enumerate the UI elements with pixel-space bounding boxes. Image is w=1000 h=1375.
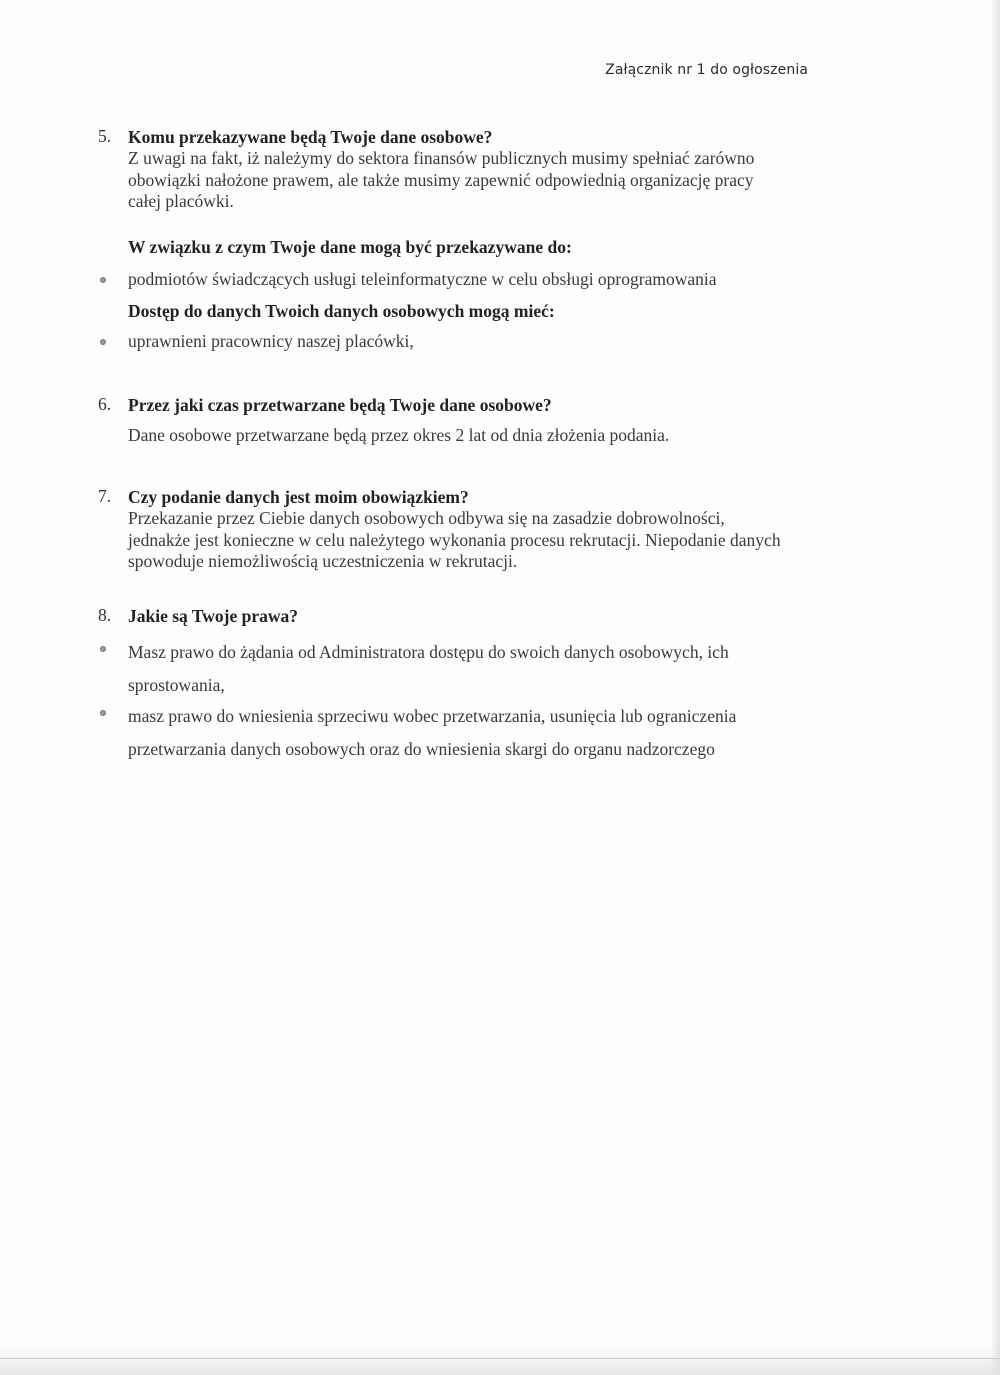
section-text: [128, 508, 848, 573]
bullet-icon: [100, 710, 106, 716]
bullet-icon: [100, 339, 106, 345]
section-number: 8.: [98, 605, 112, 625]
section-6: [98, 394, 858, 454]
section-7: [98, 486, 858, 576]
text-line: masz prawo do wniesienia sprzeciwu wobec przetwarzania, usunięcia lub ograniczenia: [128, 706, 737, 726]
section-title: Komu przekazywane będą Twoje dane osobowe?: [128, 127, 493, 147]
scan-line: [0, 1358, 1000, 1359]
section-5-subheading-2: [98, 300, 858, 324]
text-line: Przekazanie przez Ciebie danych osobowych odbywa się na zasadzie dobrowolności,: [128, 508, 725, 528]
list-item: [98, 700, 858, 766]
section-5-subheading-1: [98, 236, 858, 260]
scan-edge: [0, 1347, 1000, 1375]
text-line: całej placówki.: [128, 191, 234, 211]
section-text: [128, 148, 843, 213]
list-item-text: [128, 636, 828, 702]
text-line: obowiązki nałożone prawem, ale także musimy zapewnić odpowiednią organizację pracy: [128, 169, 754, 190]
annex-label: Załącznik nr 1 do ogłoszenia: [605, 62, 808, 78]
text-line: Masz prawo do żądania od Administratora dostępu do swoich danych osobowych, ich: [128, 642, 729, 662]
list-item-text: uprawnieni pracownicy naszej placówki,: [128, 331, 414, 351]
scan-edge: [990, 0, 1000, 1375]
section-number: 5.: [98, 126, 112, 146]
section-title: Przez jaki czas przetwarzane będą Twoje dane osobowe?: [128, 395, 552, 415]
section-title: Jakie są Twoje prawa?: [128, 606, 298, 626]
list-item: [98, 269, 858, 293]
text-line: jednakże jest konieczne w celu należytego wykonania procesu rekrutacji. Niepodanie danych: [128, 529, 781, 550]
subheading: Dostęp do danych Twoich danych osobowych mogą mieć:: [128, 301, 555, 321]
subheading: W związku z czym Twoje dane mogą być przekazywane do:: [128, 237, 572, 257]
list-item: [98, 636, 858, 702]
text-line: przetwarzania danych osobowych oraz do wniesienia skargi do organu nadzorczego: [128, 739, 715, 759]
text-line: Z uwagi na fakt, iż należymy do sektora finansów publicznych musimy spełniać zarówno: [128, 148, 755, 168]
section-5: [98, 126, 858, 216]
section-8: [98, 605, 858, 629]
list-item: [98, 331, 858, 355]
section-text: Dane osobowe przetwarzane będą przez okres 2 lat od dnia złożenia podania.: [128, 425, 670, 445]
bullet-icon: [100, 646, 106, 652]
bullet-icon: [100, 277, 106, 283]
section-number: 7.: [98, 486, 112, 506]
text-line: spowoduje niemożliwością uczestniczenia w rekrutacji.: [128, 551, 518, 571]
list-item-text: podmiotów świadczących usługi teleinformatyczne w celu obsługi oprogramowania: [128, 269, 717, 289]
section-title: Czy podanie danych jest moim obowiązkiem?: [128, 487, 469, 507]
section-number: 6.: [98, 394, 112, 414]
list-item-text: [128, 700, 828, 766]
text-line: sprostowania,: [128, 675, 225, 695]
